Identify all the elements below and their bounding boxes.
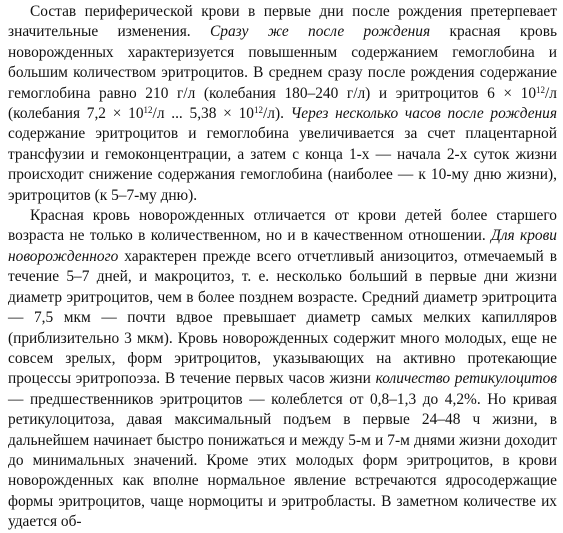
text-run: /л (колебания 7,2 × 10 bbox=[8, 84, 557, 123]
italic-phrase: количество ретикулоцитов bbox=[375, 370, 557, 388]
superscript: 12 bbox=[143, 105, 153, 116]
paragraph bbox=[8, 2, 557, 206]
paragraph bbox=[8, 206, 557, 533]
italic-phrase: Для крови новорожденного bbox=[8, 227, 557, 265]
superscript: 12 bbox=[253, 105, 263, 116]
text-run: — предшественников эритроцитов — колеблется от 0,8–1,3 до 4,2%. Но кривая ретикулоцитоза, давая максимальный подъем в первые 24–48 ч жизни, в дальнейшем начинает быстро понижаться и между 5-м и 7-м днями жизни доходит до минимальных значений. Кроме этих молодых форм эритроцитов, в крови новорожденных как вполне нормальное явление встречаются ядросодержащие формы эритроцитов, чаще нормоциты и эритробласты. В заметном количестве их удается об- bbox=[8, 390, 557, 531]
superscript: 12 bbox=[536, 84, 546, 95]
text-run: Состав периферической крови в первые дни после рождения претерпевает значительные изменения. bbox=[8, 3, 557, 41]
text-run: красная кровь новорожденных характеризуется повышенным содержанием гемоглобина и большим количеством эритроцитов. В среднем сразу после рождения содержание гемоглобина равно 210 г/л (колебания 180–240 г/л) и эритроцитов 6 × 10 bbox=[8, 23, 557, 102]
text-run: /л ... 5,38 × 10 bbox=[152, 105, 254, 123]
text-run: Красная кровь новорожденных отличается от крови детей более старшего возраста не только в количественном, но и в качественном отношении. bbox=[8, 207, 557, 245]
italic-phrase: Сразу же после рождения bbox=[210, 23, 431, 41]
text-run: /л). bbox=[262, 105, 291, 123]
italic-phrase: Через несколько часов после рождения bbox=[290, 105, 558, 123]
text-run: характерен прежде всего отчетливый анизоцитоз, отмечаемый в течение 5–7 дней, и макроцитоз, т. е. несколько больший в первые дни жизни диаметр эритроцитов, чем в более позднем возрасте. Средний диаметр эритроцита — 7,5 мкм — почти вдвое превышает диаметр самых мелких капилляров (приблизительно 3 мкм). Кровь новорожденных содержит много молодых, еще не совсем зрелых, форм эритроцитов, указывающих на активно протекающие процессы эритропоэза. В течение первых часов жизни bbox=[8, 247, 557, 388]
text-run: содержание эритроцитов и гемоглобина увеличивается за счет плацентарной трансфузии и гемоконцентрации, а затем с конца 1-х — начала 2-х суток жизни происходит снижение содержания гемоглобина (наиболее — к 10-му дню жизни), эритроцитов (к 5–7-му дню). bbox=[8, 125, 557, 204]
